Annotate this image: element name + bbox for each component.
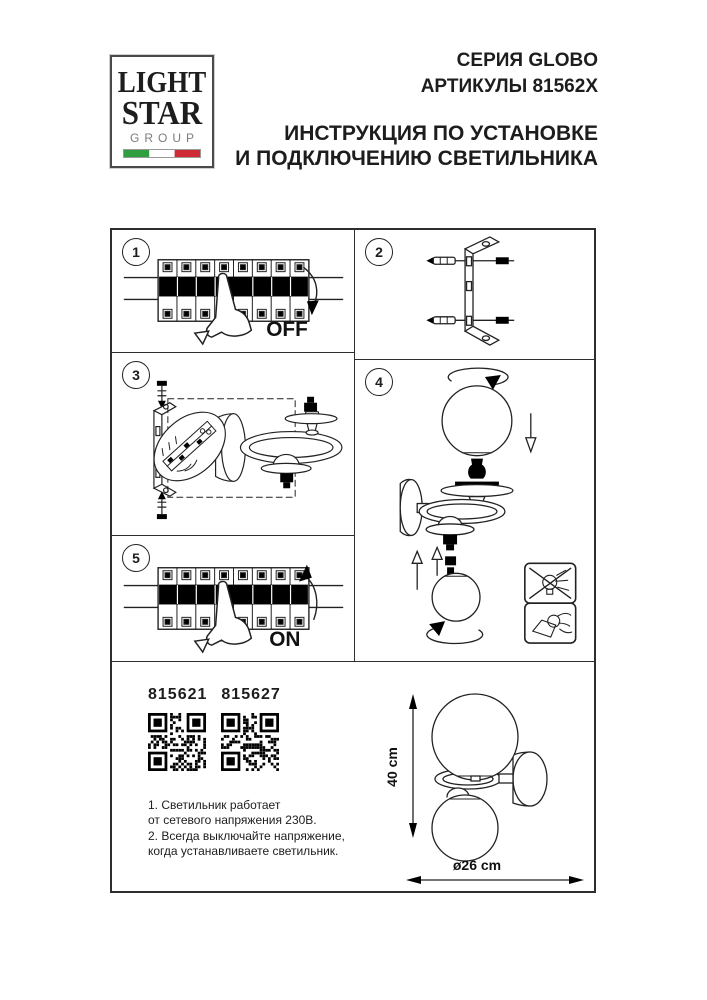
step-1-panel <box>112 230 355 353</box>
step-1-number: 1 <box>122 238 150 266</box>
article-code: 815627 <box>221 686 281 703</box>
article-item <box>148 686 207 771</box>
safety-notes <box>148 798 345 859</box>
note-line: от сетевого напряжения 230В. <box>148 813 317 828</box>
note-line: когда устанавливаете светильник. <box>148 844 339 859</box>
off-label: OFF <box>266 318 308 342</box>
qr-code-815627 <box>221 713 279 771</box>
step-4-panel <box>355 360 594 662</box>
step-2-number: 2 <box>365 238 393 266</box>
note-line: 1. Светильник работает <box>148 798 281 812</box>
articles-title: АРТИКУЛЫ 81562X <box>420 76 598 97</box>
steps-grid <box>110 228 596 893</box>
series-title: СЕРИЯ GLOBO <box>456 50 598 71</box>
step-2-panel <box>355 230 594 360</box>
qr-code-815621 <box>148 713 206 771</box>
instruction-title-line1: ИНСТРУКЦИЯ ПО УСТАНОВКЕ <box>284 122 598 145</box>
footer-panel <box>112 662 594 891</box>
step-3-panel <box>112 353 355 536</box>
globe-assembly-illustration <box>355 360 594 661</box>
article-item <box>221 686 280 771</box>
note-line: 2. Всегда выключайте напряжение, <box>148 828 345 843</box>
logo-word-light: LIGHT <box>117 65 207 99</box>
instruction-title-line2: И ПОДКЛЮЧЕНИЮ СВЕТИЛЬНИКА <box>235 147 598 170</box>
logo-word-star: STAR <box>121 93 203 132</box>
article-qr-list <box>148 686 281 771</box>
logo-word-group: GROUP <box>129 131 199 145</box>
lightstar-logo <box>110 55 214 168</box>
on-label: ON <box>269 628 301 652</box>
italy-flag-icon <box>123 149 201 158</box>
step-5-panel <box>112 536 355 662</box>
article-code: 815621 <box>148 686 208 703</box>
diameter-dimension-label: ø26 cm <box>452 857 502 873</box>
step-4-number: 4 <box>365 368 393 396</box>
step-3-number: 3 <box>122 361 150 389</box>
step-5-number: 5 <box>122 544 150 572</box>
dimensions-drawing <box>381 667 594 889</box>
height-dimension-label: 40 cm <box>384 747 400 787</box>
